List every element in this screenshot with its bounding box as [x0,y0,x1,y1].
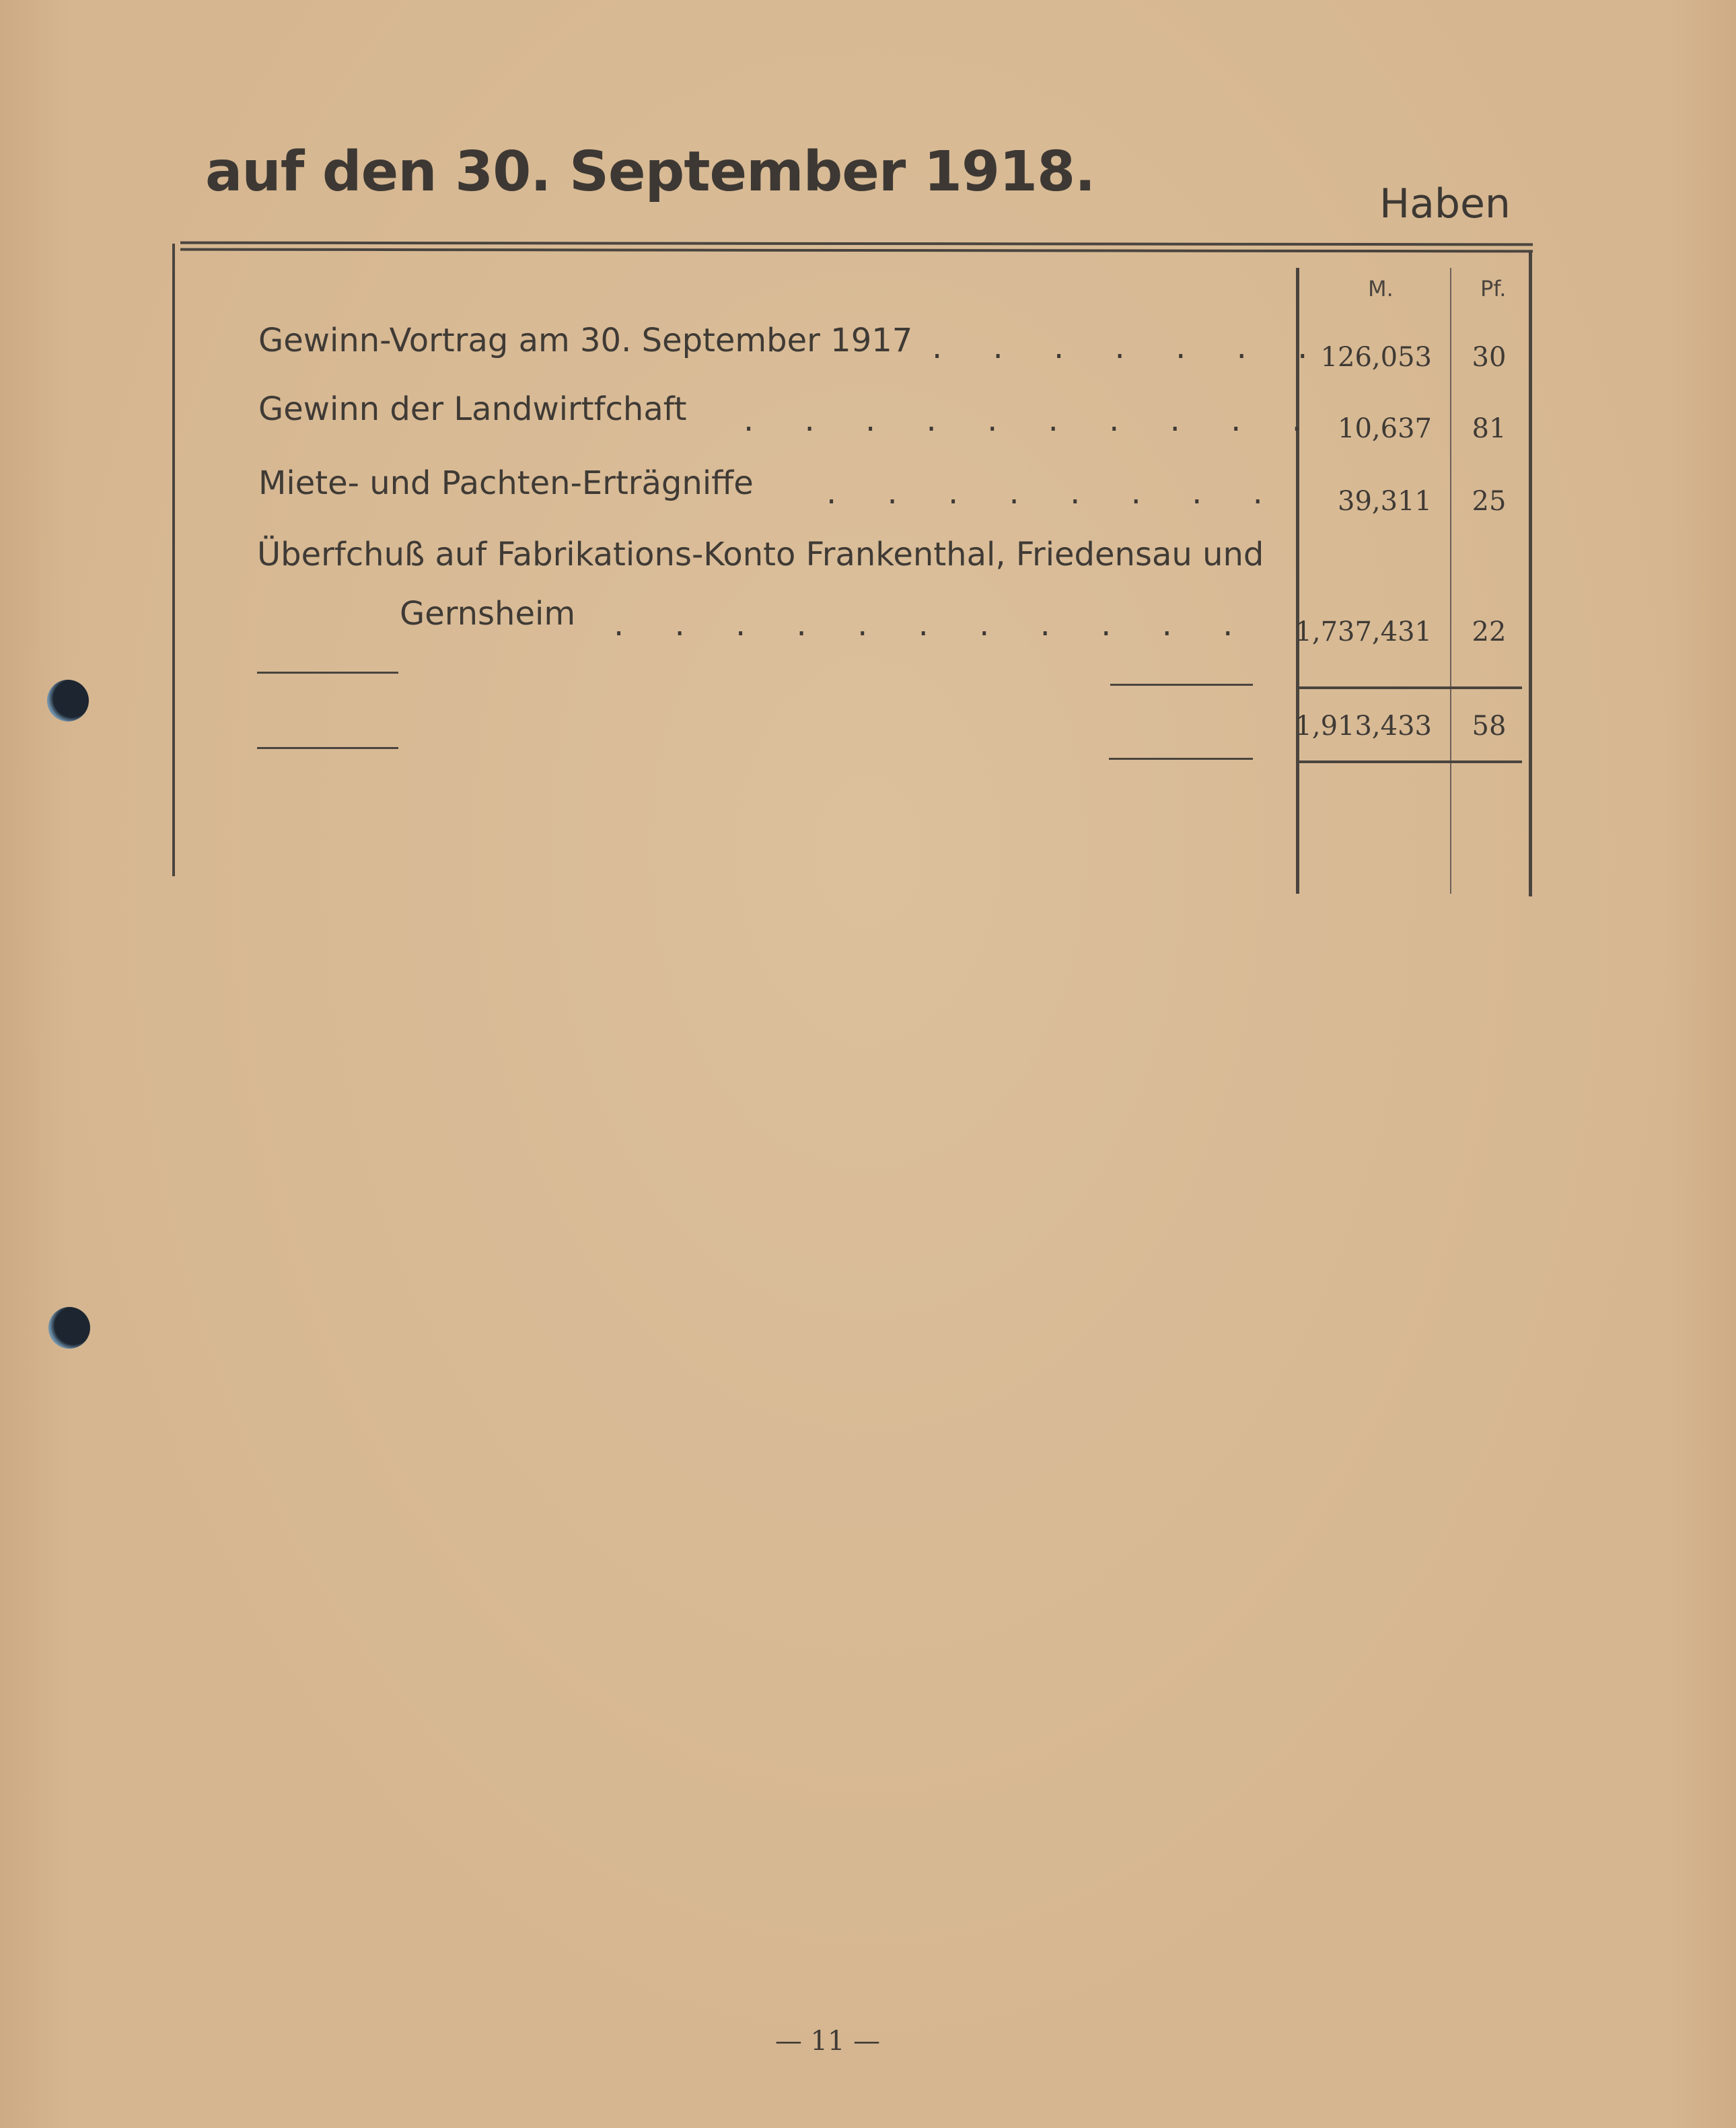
entry-label: Gewinn-Vortrag am 30. September 1917 [258,322,913,359]
entry-label-continuation: Gernsheim [400,595,576,633]
entry-amount: 39,311 [1338,486,1432,517]
entry-amount: 10,637 [1338,413,1432,444]
right-rule [1529,250,1532,896]
short-rule [257,747,398,749]
sum-rule-top [1299,686,1522,689]
top-rule [180,242,1533,246]
leader-dots: . . . . . . . . . . . [614,606,1254,643]
page-title: auf den 30. September 1918. [205,140,1095,204]
punch-hole [47,680,89,721]
side-label-haben: Haben [1379,180,1511,227]
entry-amount: 126,053 [1320,342,1432,373]
entry-pfennig: 22 [1472,616,1507,647]
entry-pfennig: 30 [1472,342,1507,373]
short-rule [257,672,398,674]
column-header-pfennig: Pf. [1480,276,1507,302]
left-rule [172,244,175,876]
pfennig-column-rule [1450,268,1451,894]
entry-label: Miete- und Pachten-Erträgniffe [258,464,754,502]
total-pfennig: 58 [1472,711,1507,742]
total-amount: 1,913,433 [1295,711,1432,742]
leader-dots: . . . . . . . . . . [744,401,1322,439]
entry-pfennig: 81 [1472,413,1507,444]
entry-amount: 1,737,431 [1295,616,1432,647]
entry-label: Überfchuß auf Fabrikations-Konto Frankenthal, Friedensau und [257,536,1264,573]
leader-dots: . . . . . . . . [826,474,1283,511]
sum-rule-bottom [1299,760,1522,763]
short-rule [1110,684,1253,686]
top-rule-inner [180,248,1533,253]
column-header-mark: M. [1368,276,1394,302]
punch-hole [48,1307,90,1349]
short-rule [1109,758,1253,760]
page-number: — 11 — [774,2026,881,2057]
entry-label: Gewinn der Landwirtfchaft [258,390,687,428]
leader-dots: . . . . . . . [932,328,1328,366]
entry-pfennig: 25 [1472,486,1507,517]
